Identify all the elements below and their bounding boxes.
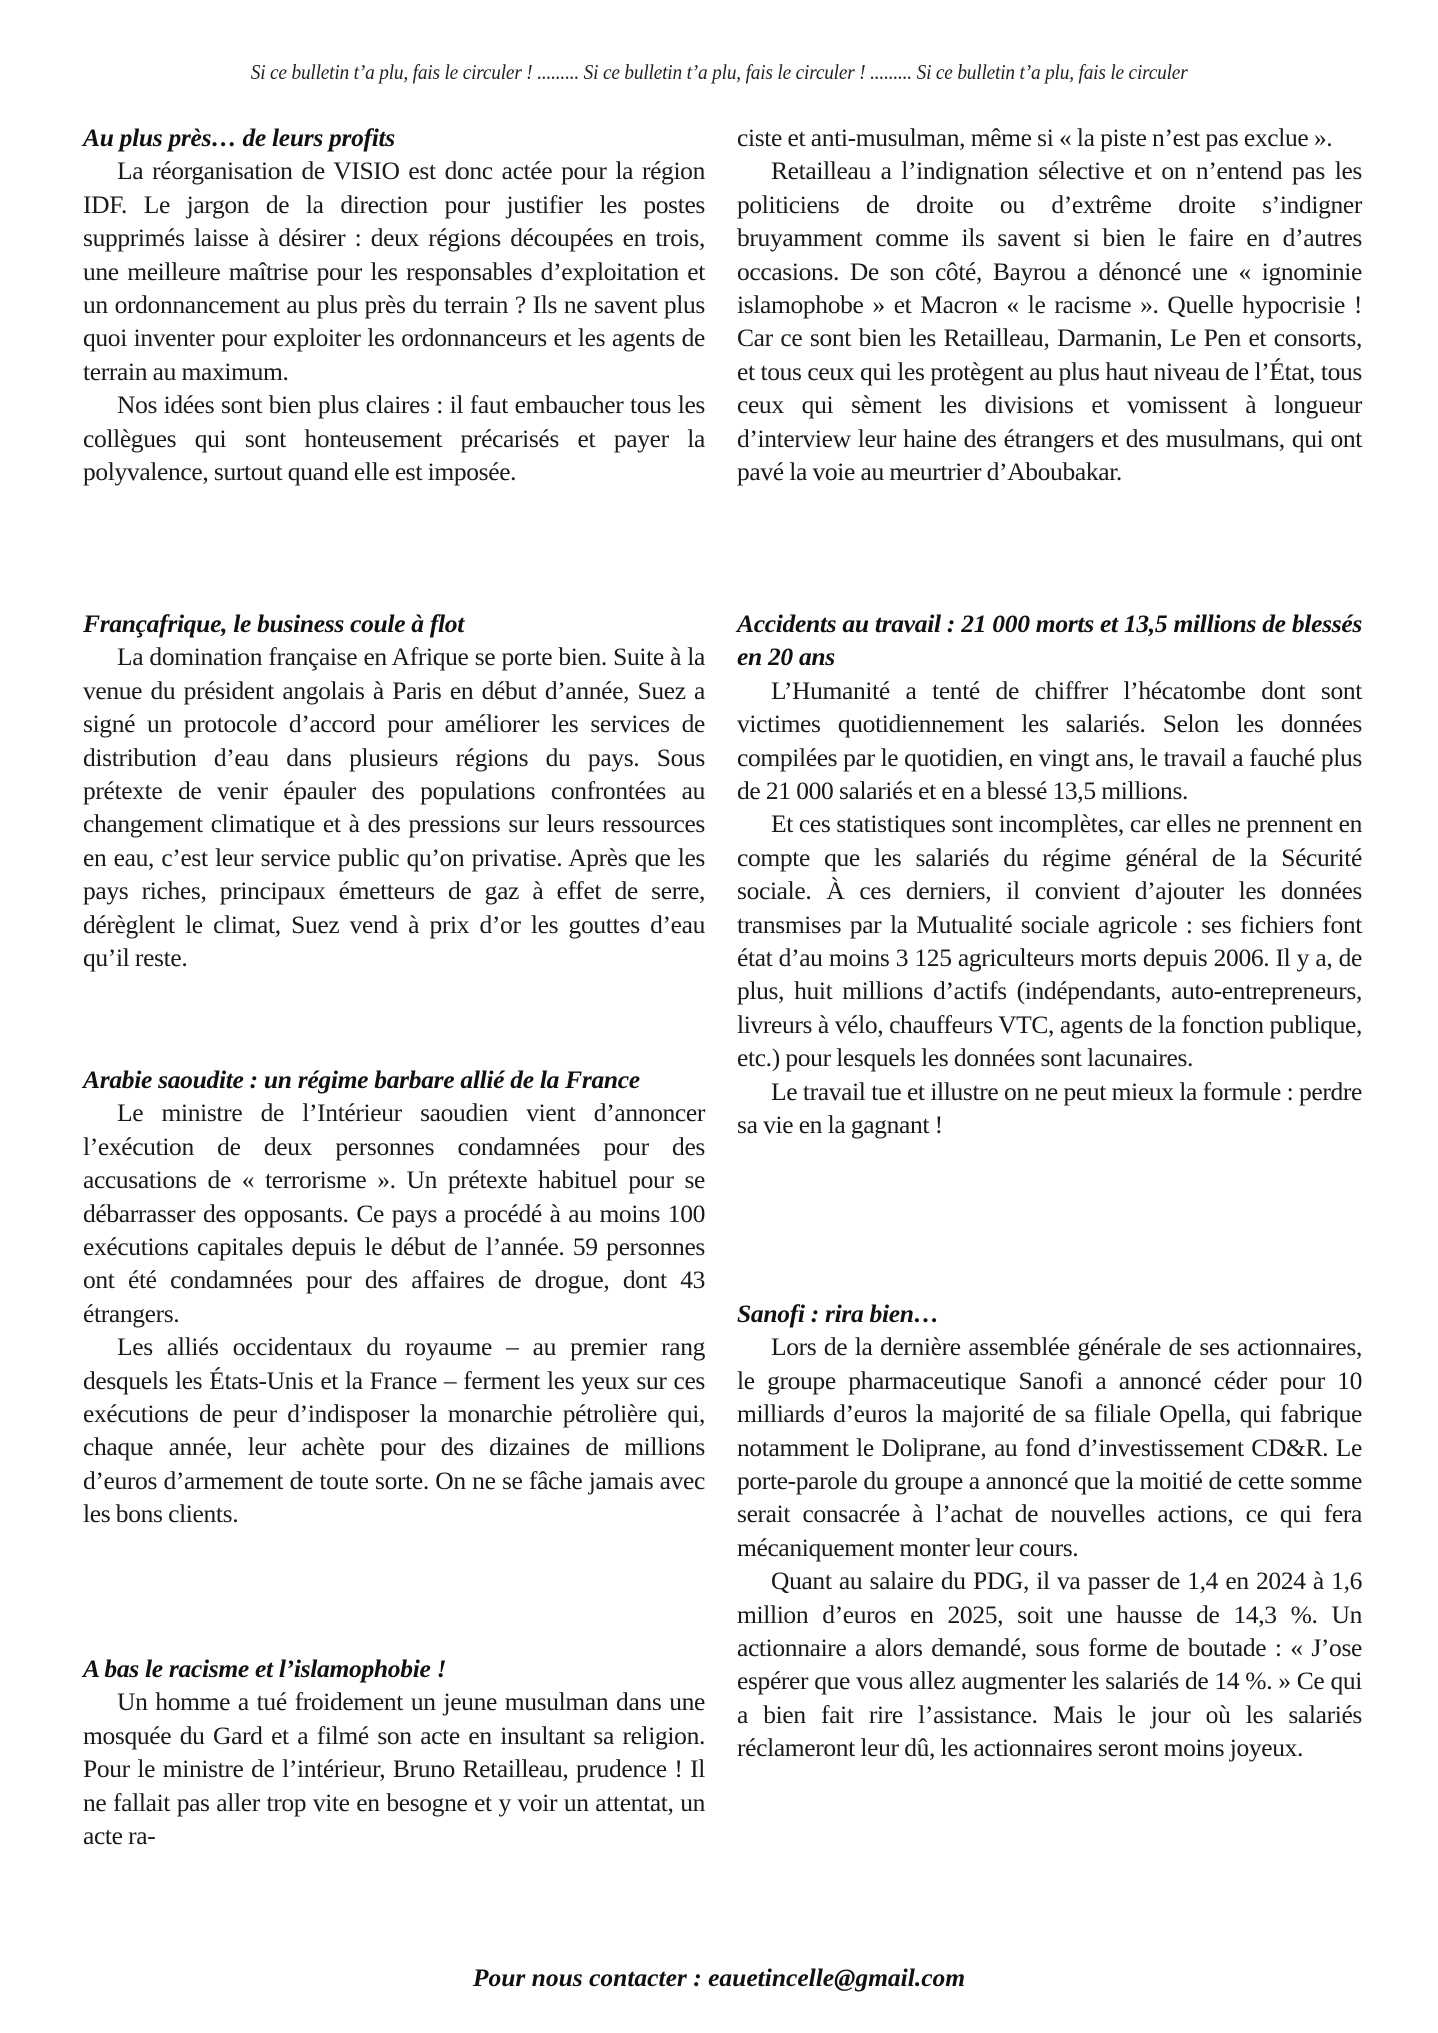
article-paragraph: Un homme a tué froidement un jeune musulman dans une mosquée du Gard et a filmé son acte en insultant sa religion. Pour le ministre de l’intérieur, Bruno Retailleau, prudence ! Il ne fallait pas aller trop vite en besogne et y voir un attentat, un acte ra- <box>83 1687 705 1851</box>
article-title: Sanofi : rira bien… <box>737 1299 939 1328</box>
article-visio <box>83 121 705 488</box>
article-paragraph: L’Humanité a tenté de chiffrer l’hécatombe dont sont victimes quotidiennement les salariés. Selon les données compilées par le quotidien, en vingt ans, le travail a fauché plus de 21 000 salariés et en a blessé 13,5 millions. <box>737 675 1362 806</box>
article-arabie-saoudite <box>83 1063 705 1531</box>
contact-label: Pour nous contacter : <box>472 1963 709 1992</box>
article-paragraph: La réorganisation de VISIO est donc actée pour la région IDF. Le jargon de la direction pour justifier les postes supprimés laisse à désirer : deux régions découpées en trois, une meilleure maîtrise pour les responsables d’exploitation et un ordonnancement au plus près du terrain ? Ils ne savent plus quoi inventer pour exploiter les ordonnanceurs et les agents de terrain au maximum. <box>83 156 705 386</box>
article-title: A bas le racisme et l’islamophobie ! <box>83 1654 447 1683</box>
banner-text: Si ce bulletin t’a plu, fais le circuler ! ......... Si ce bulletin t’a plu, fais le circuler ! ......... Si ce bulletin t’a plu, fais le circuler <box>250 60 1188 84</box>
article-paragraph: Nos idées sont bien plus claires : il faut embaucher tous les collègues qui sont honteusement précarisés et payer la polyvalence, surtout quand elle est imposée. <box>83 390 705 487</box>
article-paragraph: Lors de la dernière assemblée générale de ses actionnaires, le groupe pharmaceutique Sanofi a annoncé céder pour 10 milliards d’euros la majorité de sa filiale Opella, qui fabrique notamment le Doliprane, au fond d’investissement CD&R. Le porte-parole du groupe a annoncé que la moitié de cette somme serait consacrée à l’achat de nouvelles actions, ce qui fera mécaniquement monter leur cours. <box>737 1332 1362 1562</box>
article-paragraph: Le travail tue et illustre on ne peut mieux la formule : perdre sa vie en la gagnant ! <box>737 1076 1362 1140</box>
article-paragraph: Et ces statistiques sont incomplètes, car elles ne prennent en compte que les salariés du régime général de la Sécurité sociale. À ces derniers, il convient d’ajouter les données transmises par la Mutualité sociale agricole : ses fichiers font état d’au moins 3 125 agriculteurs morts depuis 2006. Il y a, de plus, huit millions d’actifs (indépendants, auto-entrepreneurs, livreurs à vélo, chauffeurs VTC, agents de la fonction publique, etc.) pour lesquels les données sont lacunaires. <box>737 809 1362 1073</box>
article-paragraph: Quant au salaire du PDG, il va passer de 1,4 en 2024 à 1,6 million d’euros en 2025, soit une hausse de 14,3 %. Un actionnaire a alors demandé, sous forme de boutade : « J’ose espérer que vous allez augmenter les salariés de 14 %. » Ce qui a bien fait rire l’assistance. Mais le jour où les salariés réclameront leur dû, les actionnaires seront moins joyeux. <box>737 1566 1362 1763</box>
article-sanofi <box>737 1297 1362 1765</box>
article-title: Accidents au travail : 21 000 morts et 13,5 millions de blessés en 20 ans <box>737 609 1362 672</box>
contact-footer <box>0 1963 1438 1993</box>
article-title: Arabie saoudite : un régime barbare allié de la France <box>83 1065 640 1094</box>
circulate-banner <box>0 60 1438 85</box>
contact-email-link[interactable]: eauetincelle@gmail.com <box>708 1963 966 1992</box>
article-title: Au plus près… de leurs profits <box>83 123 395 152</box>
article-racisme-continuation <box>737 121 1362 488</box>
article-paragraph: ciste et anti-musulman, même si « la piste n’est pas exclue ». <box>737 123 1333 152</box>
article-paragraph: La domination française en Afrique se porte bien. Suite à la venue du président angolais à Paris en début d’année, Suez a signé un protocole d’accord pour améliorer les services de distribution d’eau dans plusieurs régions du pays. Sous prétexte de venir épauler des populations confrontées au changement climatique et à des pressions sur leurs ressources en eau, c’est leur service public qu’on privatise. Après que les pays riches, principaux émetteurs de gaz à effet de serre, dérèglent le climat, Suez vend à prix d’or les gouttes d’eau qu’il reste. <box>83 642 705 973</box>
article-title: Françafrique, le business coule à flot <box>83 609 465 638</box>
article-francafrique <box>83 607 705 974</box>
article-accidents-travail <box>737 607 1362 1142</box>
article-paragraph: Le ministre de l’Intérieur saoudien vient d’annoncer l’exécution de deux personnes condamnées pour des accusations de « terrorisme ». Un prétexte habituel pour se débarrasser des opposants. Ce pays a procédé à au moins 100 exécutions capitales depuis le début de l’année. 59 personnes ont été condamnées pour des affaires de drogue, dont 43 étrangers. <box>83 1098 705 1328</box>
article-paragraph: Les alliés occidentaux du royaume – au premier rang desquels les États-Unis et la France – ferment les yeux sur ces exécutions de peur d’indisposer la monarchie pétrolière qui, chaque année, leur achète pour des dizaines de millions d’euros d’armement de toute sorte. On ne se fâche jamais avec les bons clients. <box>83 1332 705 1529</box>
article-racisme-islamophobie <box>83 1652 705 1852</box>
article-paragraph: Retailleau a l’indignation sélective et on n’entend pas les politiciens de droite ou d’extrême droite s’indigner bruyamment comme ils savent si bien le faire en d’autres occasions. De son côté, Bayrou a dénoncé une « ignominie islamophobe » et Macron « le racisme ». Quelle hypocrisie ! Car ce sont bien les Retailleau, Darmanin, Le Pen et consorts, et tous ceux qui les protègent au plus haut niveau de l’État, tous ceux qui sèment les divisions et vomissent à longueur d’interview leur haine des étrangers et des musulmans, qui ont pavé la voie au meurtrier d’Aboubakar. <box>737 156 1362 487</box>
